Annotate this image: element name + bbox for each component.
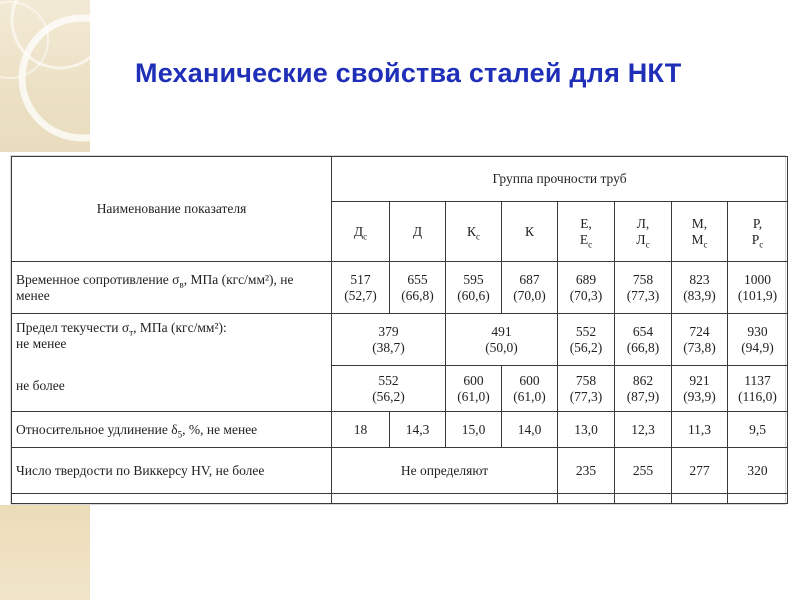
table-cell: 552 (56,2) — [558, 314, 615, 366]
table-row-tensile — [12, 262, 788, 314]
table-cell: 18 — [332, 412, 390, 448]
slide-decoration-bottom — [0, 505, 90, 600]
table-cell: 687 (70,0) — [502, 262, 558, 314]
table-cell: 491 (50,0) — [446, 314, 558, 366]
table-cell: 724 (73,8) — [672, 314, 728, 366]
group-ks: $К_с$ — [446, 202, 502, 262]
properties-table — [11, 156, 788, 504]
table-cell: Не определяют — [332, 448, 558, 494]
header-indicator-name: Наименование показателя — [12, 157, 332, 262]
elongation-label: Относительное удлинение $\delta_5$, %, не менее — [12, 412, 332, 448]
tensile-label: Временное сопротивление $\sigma_в$, МПа (кгс/мм²), не менее — [12, 262, 332, 314]
table-cell — [558, 494, 615, 504]
table-cell — [332, 494, 558, 504]
table-header-row — [12, 157, 788, 202]
table-cell: 1000 (101,9) — [728, 262, 788, 314]
table-row-yield-min — [12, 314, 788, 366]
table-row-empty — [12, 494, 788, 504]
table-cell: 823 (83,9) — [672, 262, 728, 314]
table-cell: 1137 (116,0) — [728, 366, 788, 412]
slide-decoration-top — [0, 0, 90, 152]
table-cell: 517 (52,7) — [332, 262, 390, 314]
table-row-hardness — [12, 448, 788, 494]
table-cell — [728, 494, 788, 504]
table-cell: 11,3 — [672, 412, 728, 448]
table-cell: 277 — [672, 448, 728, 494]
table-cell: 930 (94,9) — [728, 314, 788, 366]
table-cell: 552 (56,2) — [332, 366, 446, 412]
table-cell: 320 — [728, 448, 788, 494]
table-cell: 758 (77,3) — [558, 366, 615, 412]
table-cell — [615, 494, 672, 504]
table-cell: 255 — [615, 448, 672, 494]
table-cell: 14,3 — [390, 412, 446, 448]
table-cell: 600 (61,0) — [502, 366, 558, 412]
hardness-label: Число твердости по Виккерсу HV, не более — [12, 448, 332, 494]
header-strength-group: Группа прочности труб — [332, 157, 788, 202]
slide-title: Механические свойства сталей для НКТ — [135, 58, 682, 88]
table-cell: 654 (66,8) — [615, 314, 672, 366]
table-cell — [672, 494, 728, 504]
table-cell: 758 (77,3) — [615, 262, 672, 314]
table-cell: 235 — [558, 448, 615, 494]
table-cell: 921 (93,9) — [672, 366, 728, 412]
table-cell: 9,5 — [728, 412, 788, 448]
table-cell: 12,3 — [615, 412, 672, 448]
group-l: Л, $Л_с$ — [615, 202, 672, 262]
yield-label: Предел текучести $\sigma_т$, МПа (кгс/мм²): не менее не более — [12, 314, 332, 412]
group-r: Р, $Р_с$ — [728, 202, 788, 262]
table-cell — [12, 494, 332, 504]
table-cell: 595 (60,6) — [446, 262, 502, 314]
group-d: Д — [390, 202, 446, 262]
table-cell: 13,0 — [558, 412, 615, 448]
table-cell: 689 (70,3) — [558, 262, 615, 314]
table-cell: 379 (38,7) — [332, 314, 446, 366]
group-k: К — [502, 202, 558, 262]
table-cell: 14,0 — [502, 412, 558, 448]
table-cell: 655 (66,8) — [390, 262, 446, 314]
group-m: М, $М_с$ — [672, 202, 728, 262]
table-cell: 600 (61,0) — [446, 366, 502, 412]
table-row-elongation — [12, 412, 788, 448]
group-ds: $Д_с$ — [332, 202, 390, 262]
group-e: Е, $Е_с$ — [558, 202, 615, 262]
decorative-rings-icon — [0, 0, 90, 152]
table-cell: 862 (87,9) — [615, 366, 672, 412]
table-cell: 15,0 — [446, 412, 502, 448]
properties-table-frame — [10, 155, 786, 505]
